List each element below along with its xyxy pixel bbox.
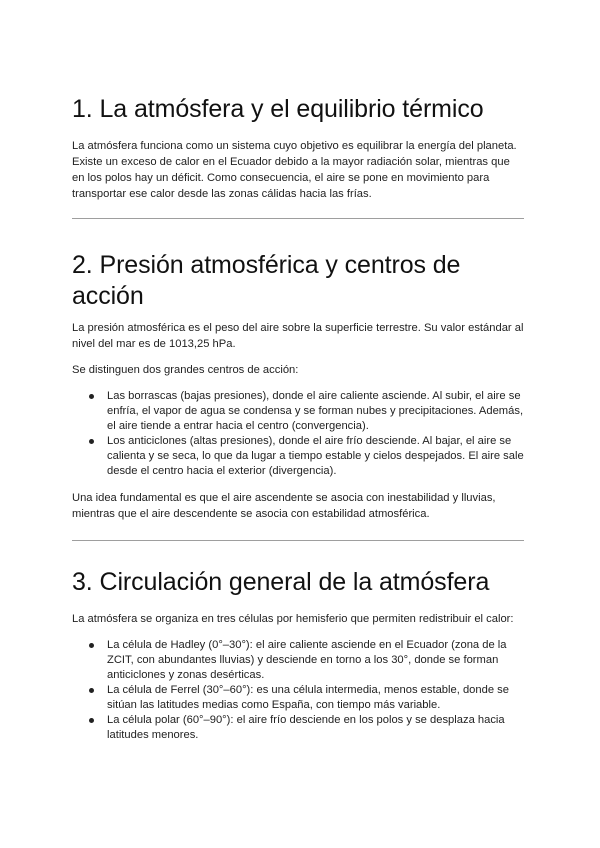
section-2-closing-paragraph: Una idea fundamental es que el aire ascendente se asocia con inestabilidad y lluvias, mientras que el aire descendente se asocia con estabilidad atmosférica. [72, 492, 496, 520]
section-2-paragraph-1: La presión atmosférica es el peso del aire sobre la superficie terrestre. Su valor estándar al nivel del mar es de 1013,25 hPa. [72, 322, 524, 350]
list-item: La célula de Hadley (0°–30°): el aire caliente asciende en el Ecuador (zona de la ZCIT, con abundantes lluvias) y desciende en torno a los 30°, donde se forman anticiclones y zonas desérticas. [72, 638, 524, 683]
bullet-icon [89, 643, 94, 648]
section-3-bullet-list [72, 638, 524, 743]
section-2-paragraph-2: Se distinguen dos grandes centros de acción: [72, 364, 299, 376]
section-2-bullet-list [72, 389, 524, 479]
section-3-heading: 3. Circulación general de la atmósfera [72, 568, 490, 596]
section-1-heading: 1. La atmósfera y el equilibrio térmico [72, 95, 484, 123]
section-2-heading: 2. Presión atmosférica y centros de acción [72, 251, 461, 310]
list-item: Los anticiclones (altas presiones), donde el aire frío desciende. Al bajar, el aire se calienta y se seca, lo que da lugar a tiempo estable y cielos despejados. El aire sale desde el centro hacia el exterior (divergencia). [72, 434, 524, 479]
bullet-icon [89, 688, 94, 693]
section-3-paragraph: La atmósfera se organiza en tres células por hemisferio que permiten redistribuir el calor: [72, 613, 514, 625]
bullet-icon [89, 394, 94, 399]
bullet-icon [89, 439, 94, 444]
list-item: La célula de Ferrel (30°–60°): es una célula intermedia, menos estable, donde se sitúan las latitudes medias como España, con tiempo más variable. [72, 683, 524, 713]
section-divider [72, 218, 524, 219]
section-divider [72, 540, 524, 541]
bullet-icon [89, 718, 94, 723]
list-item: La célula polar (60°–90°): el aire frío desciende en los polos y se desplaza hacia latitudes menores. [72, 713, 524, 743]
section-1-paragraph: La atmósfera funciona como un sistema cuyo objetivo es equilibrar la energía del planeta. Existe un exceso de calor en el Ecuador debido a la mayor radiación solar, mientras que en los polos hay un déficit. Como consecuencia, el aire se pone en movimiento para transportar ese calor desde las zonas cálidas hacia las frías. [72, 140, 517, 200]
list-item: Las borrascas (bajas presiones), donde el aire caliente asciende. Al subir, el aire se enfría, el vapor de agua se condensa y se forman nubes y precipitaciones. Además, el aire tiende a entrar hacia el centro (convergencia). [72, 389, 524, 434]
